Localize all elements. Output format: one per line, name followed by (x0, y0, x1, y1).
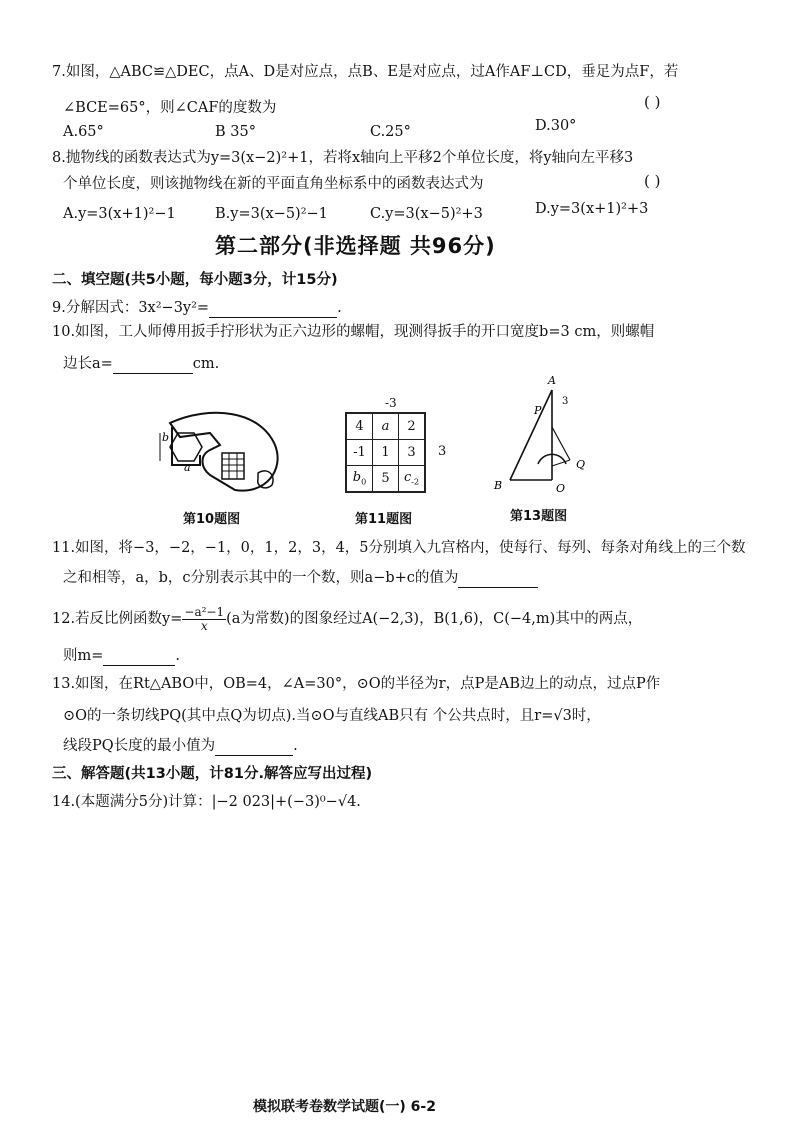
q8-option-d: D.y=3(x+1)²+3 (535, 201, 649, 217)
q8-line1: 8.抛物线的函数表达式为y=3(x−2)²+1，若将x轴向上平移2个单位长度，将y轴向左平移3 (52, 150, 634, 166)
q13-line1: 13.如图，在Rt△ABO中，OB=4，∠A=30°，⊙O的半径为r，点P是AB边上的动点，过点P作 (52, 676, 661, 692)
fig13-label-p: P (534, 404, 542, 417)
q12-end: . (175, 648, 181, 664)
fig10-caption: 第10题图 (183, 512, 241, 527)
grid-cell (399, 466, 426, 493)
wrench-drawing (160, 413, 278, 491)
section3-heading: 三、解答题(共13小题，计81分.解答应写出过程) (52, 766, 373, 782)
fig13-note: 3 (562, 396, 569, 407)
q13-text: 线段PQ长度的最小值为 (63, 738, 216, 754)
fig10-label-a: a (184, 461, 191, 474)
q11-text: 之和相等，a，b，c分别表示其中的一个数，则a−b+c的值为 (63, 570, 459, 586)
fig13-label-o: O (556, 482, 566, 495)
fig13-label-a: A (548, 374, 556, 387)
q8-line2: 个单位长度，则该抛物线在新的平面直角坐标系中的函数表达式为 (63, 176, 484, 192)
grid-cell: a (373, 413, 399, 440)
q13-answer-blank[interactable] (215, 739, 293, 756)
fig11-note-top: -3 (385, 396, 397, 410)
fig13-caption: 第13题图 (510, 509, 568, 524)
fig11-caption: 第11题图 (355, 512, 413, 527)
grid-cell: 1 (373, 440, 399, 466)
q8-option-a: A.y=3(x+1)²−1 (63, 206, 176, 222)
fig11-magic-square (345, 412, 426, 493)
figure-10-wrench (150, 405, 290, 500)
q13-end: . (293, 738, 298, 754)
grid-cell-c-note: -2 (411, 477, 420, 487)
part2-title: 第二部分(非选择题 共96分) (215, 234, 496, 258)
fig13-label-b: B (494, 479, 503, 492)
q12-line2 (63, 646, 180, 666)
grid-cell-c: c (403, 470, 412, 486)
q11-line1: 11.如图，将−3，−2，−1，0，1，2，3，4，5分别填入九宫格内，使每行、每列、每条对角线上的三个数 (52, 540, 746, 556)
q7-option-a: A.65° (63, 124, 104, 140)
q10-line2 (63, 354, 219, 374)
grid-cell: -1 (346, 440, 373, 466)
q9-end: . (337, 300, 342, 316)
section2-heading: 二、填空题(共5小题，每小题3分，计15分) (52, 272, 338, 288)
q13-line2: ⊙O的一条切线PQ(其中点Q为切点).当⊙O与直线AB只有 个公共点时，且r=√3时， (63, 708, 601, 724)
q10-line1: 10.如图，工人师傅用扳手拧形状为正六边形的螺帽，现测得扳手的开口宽度b=3 cm，则螺帽 (52, 324, 655, 340)
q12-denominator: x (200, 618, 208, 633)
grid-cell-b-note: 0 (361, 477, 367, 487)
q11-line2 (63, 568, 538, 588)
q12-pre: 12.若反比例函数y= (52, 611, 183, 627)
q7-option-d: D.30° (535, 118, 577, 134)
q12-answer-blank[interactable] (103, 649, 175, 666)
page-footer: 模拟联考卷数学试题(一) 6-2 (253, 1099, 436, 1115)
grid-cell: 3 (399, 440, 426, 466)
grid-cell (346, 466, 373, 493)
q12-text: 则m= (63, 648, 104, 664)
q7-line1: 7.如图，△ABC≌△DEC，点A、D是对应点，点B、E是对应点，过A作AF⊥CD，垂足为点F，若 (52, 64, 679, 80)
q8-answer-paren: ( ) (644, 172, 661, 190)
side-ab (510, 390, 552, 480)
grid-cell: 4 (346, 413, 373, 440)
q9-text: 9.分解因式：3x²−3y²= (52, 300, 210, 316)
figure-13-triangle (490, 372, 600, 497)
fig11-note-right: 3 (438, 444, 447, 459)
q12-line1 (52, 604, 642, 634)
radius-oq (552, 460, 570, 466)
q12-numerator: −a²−1 (184, 604, 225, 619)
grid-cell-b: b (352, 470, 362, 486)
q9-line (52, 298, 342, 318)
q12-fraction (182, 606, 226, 633)
q8-option-c: C.y=3(x−5)²+3 (370, 206, 483, 222)
q13-line3 (63, 736, 298, 756)
fig10-label-b: b (162, 431, 170, 444)
q7-line2: ∠BCE=65°，则∠CAF的度数为 (63, 100, 277, 116)
q12-post: (a为常数)的图象经过A(−2,3)，B(1,6)，C(−4,m)其中的两点， (226, 611, 643, 627)
fig13-label-q: Q (576, 458, 586, 471)
q7-option-b: B 35° (215, 124, 256, 140)
grid-cell: 5 (373, 466, 399, 493)
q7-answer-paren: ( ) (644, 93, 661, 111)
q10-answer-blank[interactable] (113, 357, 193, 374)
q10-text: 边长a= (63, 356, 113, 372)
q10-unit: cm. (192, 356, 220, 372)
q9-answer-blank[interactable] (209, 301, 337, 318)
q11-answer-blank[interactable] (458, 571, 538, 588)
q8-option-b: B.y=3(x−5)²−1 (215, 206, 328, 222)
grid-cell: 2 (399, 413, 426, 440)
q14-line: 14.(本题满分5分)计算：|−2 023|+(−3)⁰−√4. (52, 794, 361, 810)
q7-option-c: C.25° (370, 124, 411, 140)
